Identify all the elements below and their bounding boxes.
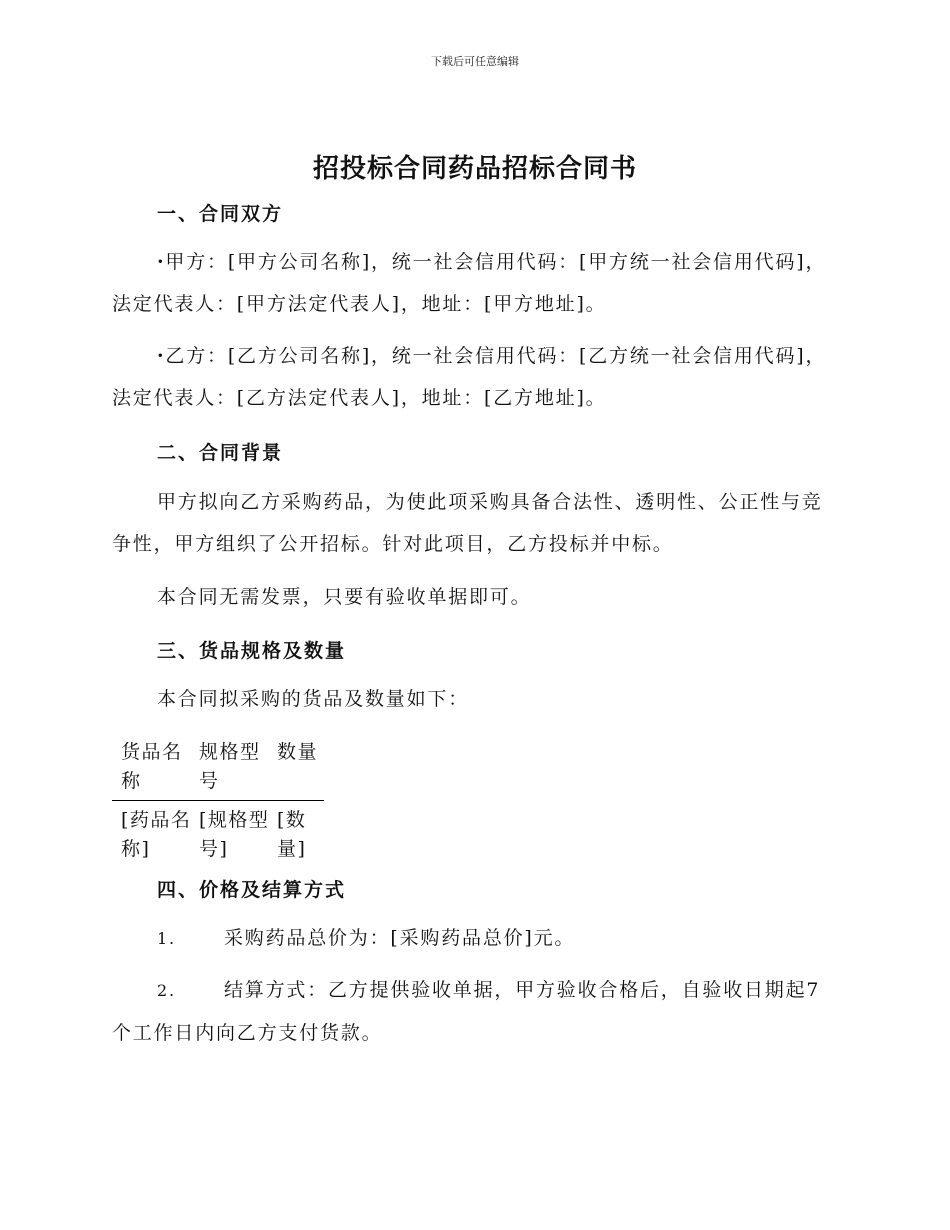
party-a-paragraph [112,241,830,325]
goods-table [112,738,324,864]
numbered-item-1 [112,917,830,960]
table-header-spec: 规格型号 [199,738,277,801]
numbered-item-2 [112,969,830,1054]
item-number: 2. [157,981,176,1000]
table-header-name: 货品名称 [112,738,199,801]
section-heading-goods: 三、货品规格及数量 [157,640,347,662]
table-header-row [112,738,324,801]
party-a-text: 甲方：[甲方公司名称]，统一社会信用代码：[甲方统一社会信用代码]，法定代表人：[甲方法定代表人]，地址：[甲方地址]。 [112,251,827,315]
page-title: 招投标合同药品招标合同书 [312,154,637,184]
bullet-icon: · [157,345,166,367]
section-heading-background: 二、合同背景 [157,442,284,464]
item-text: 结算方式：乙方提供验收单据，甲方验收合格后，自验收日期起7个工作日内向乙方支付货款。 [112,979,821,1044]
background-paragraph-1: 甲方拟向乙方采购药品，为使此项采购具备合法性、透明性、公正性与竞争性，甲方组织了公开招标。针对此项目，乙方投标并中标。 [112,491,823,555]
table-cell-name: [药品名称] [121,809,192,860]
party-b-text: 乙方：[乙方公司名称]，统一社会信用代码：[乙方统一社会信用代码]，法定代表人：[乙方法定代表人]，地址：[乙方地址]。 [112,345,827,409]
item-text: 采购药品总价为：[采购药品总价]元。 [224,927,576,949]
bullet-icon: · [157,251,166,273]
background-paragraph-2: 本合同无需发票，只要有验收单据即可。 [157,586,532,608]
table-header-qty: 数量 [277,738,324,801]
item-number: 1. [157,929,176,948]
section-heading-price: 四、价格及结算方式 [157,879,347,901]
header-note: 下载后可任意编辑 [431,55,519,68]
party-b-paragraph [112,335,830,419]
table-cell-qty: [数量] [277,809,307,860]
goods-intro: 本合同拟采购的货品及数量如下： [157,688,470,710]
table-row [112,801,324,865]
section-heading-parties: 一、合同双方 [157,203,284,225]
table-cell-spec: [规格型号] [199,809,270,860]
